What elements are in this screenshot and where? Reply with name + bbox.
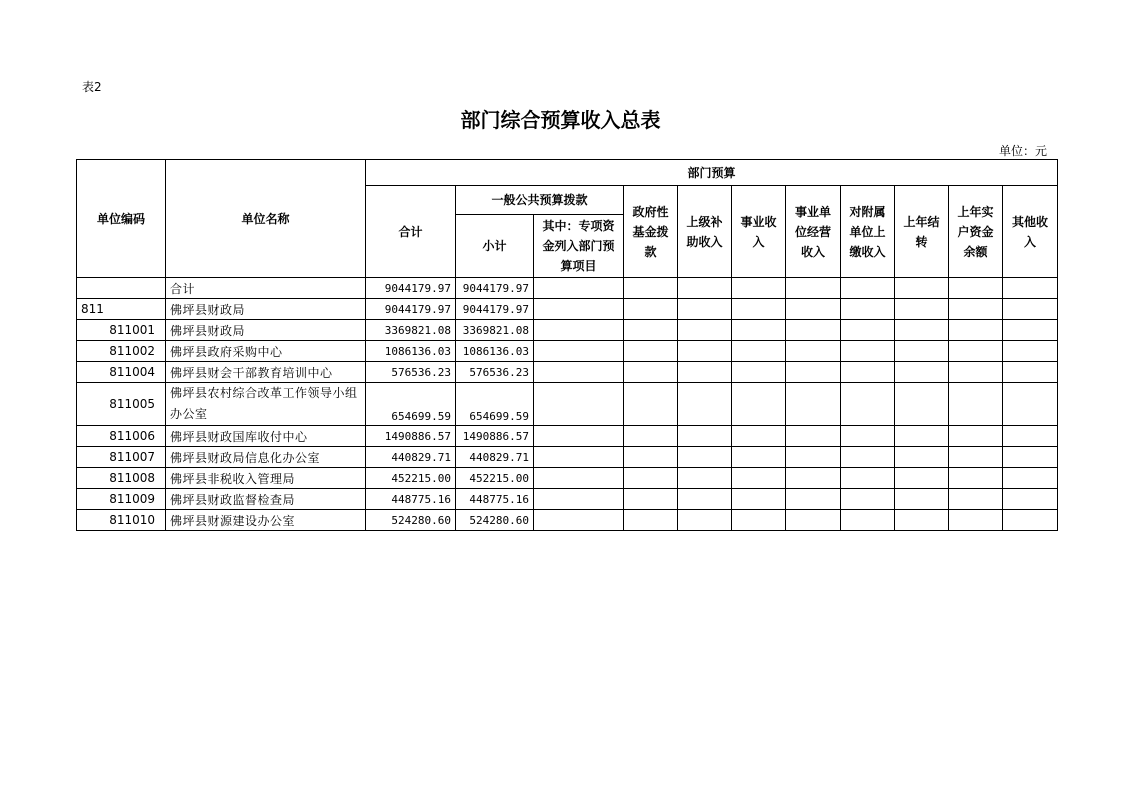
empty-cell <box>1003 278 1058 299</box>
empty-cell <box>732 510 786 531</box>
total-value: 3369821.08 <box>366 320 456 341</box>
empty-cell <box>1003 299 1058 320</box>
empty-cell <box>895 341 949 362</box>
empty-cell <box>1003 489 1058 510</box>
empty-cell <box>895 468 949 489</box>
empty-cell <box>949 468 1003 489</box>
empty-cell <box>949 447 1003 468</box>
empty-cell <box>624 341 678 362</box>
empty-cell <box>895 447 949 468</box>
empty-cell <box>534 299 624 320</box>
subtotal-value: 524280.60 <box>456 510 534 531</box>
subtotal-value: 1490886.57 <box>456 426 534 447</box>
table-row <box>77 489 1058 510</box>
empty-cell <box>841 426 895 447</box>
empty-cell <box>1003 468 1058 489</box>
subtotal-value: 452215.00 <box>456 468 534 489</box>
empty-cell <box>786 447 841 468</box>
empty-cell <box>534 341 624 362</box>
empty-cell <box>624 383 678 426</box>
empty-cell <box>786 299 841 320</box>
header-name: 单位名称 <box>166 160 366 278</box>
total-value: 524280.60 <box>366 510 456 531</box>
empty-cell <box>678 489 732 510</box>
total-value: 9044179.97 <box>366 299 456 320</box>
table-row <box>77 468 1058 489</box>
subtotal-value: 576536.23 <box>456 362 534 383</box>
unit-code: 811007 <box>77 447 166 468</box>
empty-cell <box>678 447 732 468</box>
empty-cell <box>732 489 786 510</box>
unit-code: 811006 <box>77 426 166 447</box>
empty-cell <box>841 489 895 510</box>
empty-cell <box>534 278 624 299</box>
table-row <box>77 383 1058 426</box>
empty-cell <box>624 426 678 447</box>
empty-cell <box>786 468 841 489</box>
unit-name: 佛坪县财政局 <box>166 320 366 341</box>
empty-cell <box>534 447 624 468</box>
empty-cell <box>949 510 1003 531</box>
unit-name: 佛坪县财政局信息化办公室 <box>166 447 366 468</box>
empty-cell <box>678 510 732 531</box>
empty-cell <box>786 510 841 531</box>
header-dept-budget: 部门预算 <box>366 160 1058 186</box>
empty-cell <box>678 341 732 362</box>
table-row <box>77 341 1058 362</box>
empty-cell <box>534 468 624 489</box>
empty-cell <box>1003 510 1058 531</box>
unit-code: 811001 <box>77 320 166 341</box>
total-value: 448775.16 <box>366 489 456 510</box>
unit-code: 811009 <box>77 489 166 510</box>
unit-code: 811005 <box>77 383 166 426</box>
empty-cell <box>949 426 1003 447</box>
empty-cell <box>949 489 1003 510</box>
subtotal-value: 440829.71 <box>456 447 534 468</box>
header-other-income: 其他收入 <box>1003 186 1058 278</box>
empty-cell <box>841 320 895 341</box>
total-value: 440829.71 <box>366 447 456 468</box>
empty-cell <box>895 383 949 426</box>
unit-label: 单位：元 <box>998 144 1047 158</box>
empty-cell <box>786 362 841 383</box>
table-row-total <box>77 278 1058 299</box>
unit-name: 佛坪县财会干部教育培训中心 <box>166 362 366 383</box>
empty-cell <box>534 489 624 510</box>
total-value: 9044179.97 <box>366 278 456 299</box>
unit-name: 佛坪县财政国库收付中心 <box>166 426 366 447</box>
empty-cell <box>624 278 678 299</box>
empty-cell <box>786 426 841 447</box>
empty-cell <box>895 426 949 447</box>
total-value: 1490886.57 <box>366 426 456 447</box>
empty-cell <box>841 341 895 362</box>
subtotal-value: 654699.59 <box>456 383 534 426</box>
empty-cell <box>1003 341 1058 362</box>
empty-cell <box>895 362 949 383</box>
empty-cell <box>732 447 786 468</box>
empty-cell <box>841 383 895 426</box>
empty-cell <box>841 447 895 468</box>
header-prior-balance: 上年实户资金余额 <box>949 186 1003 278</box>
header-subtotal: 小计 <box>456 215 534 278</box>
unit-name: 佛坪县政府采购中心 <box>166 341 366 362</box>
table-row <box>77 299 1058 320</box>
header-general-budget: 一般公共预算拨款 <box>456 186 624 215</box>
empty-cell <box>624 320 678 341</box>
empty-cell <box>895 489 949 510</box>
empty-cell <box>678 468 732 489</box>
subtotal-value: 9044179.97 <box>456 278 534 299</box>
unit-name: 佛坪县非税收入管理局 <box>166 468 366 489</box>
empty-cell <box>1003 447 1058 468</box>
document-title: 部门综合预算收入总表 <box>460 108 661 132</box>
empty-cell <box>949 362 1003 383</box>
table-row <box>77 447 1058 468</box>
table-row <box>77 426 1058 447</box>
unit-name: 佛坪县财源建设办公室 <box>166 510 366 531</box>
header-affiliated-income: 对附属单位上缴收入 <box>841 186 895 278</box>
empty-cell <box>678 383 732 426</box>
unit-code: 811010 <box>77 510 166 531</box>
unit-name: 佛坪县农村综合改革工作领导小组办公室 <box>166 383 366 426</box>
empty-cell <box>732 320 786 341</box>
unit-name: 佛坪县财政局 <box>166 299 366 320</box>
empty-cell <box>786 320 841 341</box>
empty-cell <box>534 320 624 341</box>
empty-cell <box>678 362 732 383</box>
empty-cell <box>786 278 841 299</box>
empty-cell <box>624 468 678 489</box>
empty-cell <box>1003 426 1058 447</box>
empty-cell <box>624 510 678 531</box>
header-career-income: 事业收入 <box>732 186 786 278</box>
empty-cell <box>678 299 732 320</box>
budget-revenue-table <box>76 159 1058 531</box>
header-operating-income: 事业单位经营收入 <box>786 186 841 278</box>
table-row <box>77 362 1058 383</box>
subtotal-value: 1086136.03 <box>456 341 534 362</box>
header-superior-subsidy: 上级补助收入 <box>678 186 732 278</box>
empty-cell <box>786 383 841 426</box>
empty-cell <box>1003 320 1058 341</box>
empty-cell <box>624 447 678 468</box>
unit-name: 合计 <box>166 278 366 299</box>
empty-cell <box>1003 362 1058 383</box>
empty-cell <box>949 341 1003 362</box>
empty-cell <box>732 383 786 426</box>
unit-code: 811004 <box>77 362 166 383</box>
empty-cell <box>624 362 678 383</box>
header-gov-fund: 政府性基金拨款 <box>624 186 678 278</box>
total-value: 452215.00 <box>366 468 456 489</box>
empty-cell <box>534 383 624 426</box>
empty-cell <box>786 341 841 362</box>
header-carryover: 上年结转 <box>895 186 949 278</box>
empty-cell <box>895 299 949 320</box>
subtotal-value: 3369821.08 <box>456 320 534 341</box>
unit-code: 811 <box>77 299 166 320</box>
total-value: 1086136.03 <box>366 341 456 362</box>
header-total: 合计 <box>366 186 456 278</box>
unit-code <box>77 278 166 299</box>
empty-cell <box>732 468 786 489</box>
unit-name: 佛坪县财政监督检查局 <box>166 489 366 510</box>
empty-cell <box>949 278 1003 299</box>
empty-cell <box>624 299 678 320</box>
total-value: 654699.59 <box>366 383 456 426</box>
empty-cell <box>841 362 895 383</box>
empty-cell <box>949 383 1003 426</box>
empty-cell <box>895 278 949 299</box>
header-special-funds: 其中：专项资金列入部门预算项目 <box>534 215 624 278</box>
empty-cell <box>841 278 895 299</box>
empty-cell <box>949 320 1003 341</box>
empty-cell <box>786 489 841 510</box>
table-row <box>77 320 1058 341</box>
empty-cell <box>895 320 949 341</box>
empty-cell <box>678 320 732 341</box>
table-number: 表2 <box>82 80 102 94</box>
empty-cell <box>534 426 624 447</box>
empty-cell <box>841 510 895 531</box>
empty-cell <box>732 426 786 447</box>
subtotal-value: 9044179.97 <box>456 299 534 320</box>
header-code: 单位编码 <box>77 160 166 278</box>
empty-cell <box>534 362 624 383</box>
empty-cell <box>678 426 732 447</box>
empty-cell <box>732 341 786 362</box>
empty-cell <box>732 362 786 383</box>
empty-cell <box>895 510 949 531</box>
empty-cell <box>732 299 786 320</box>
total-value: 576536.23 <box>366 362 456 383</box>
empty-cell <box>732 278 786 299</box>
empty-cell <box>534 510 624 531</box>
table-row <box>77 510 1058 531</box>
subtotal-value: 448775.16 <box>456 489 534 510</box>
unit-code: 811002 <box>77 341 166 362</box>
unit-code: 811008 <box>77 468 166 489</box>
empty-cell <box>624 489 678 510</box>
empty-cell <box>841 299 895 320</box>
empty-cell <box>949 299 1003 320</box>
empty-cell <box>678 278 732 299</box>
empty-cell <box>1003 383 1058 426</box>
empty-cell <box>841 468 895 489</box>
